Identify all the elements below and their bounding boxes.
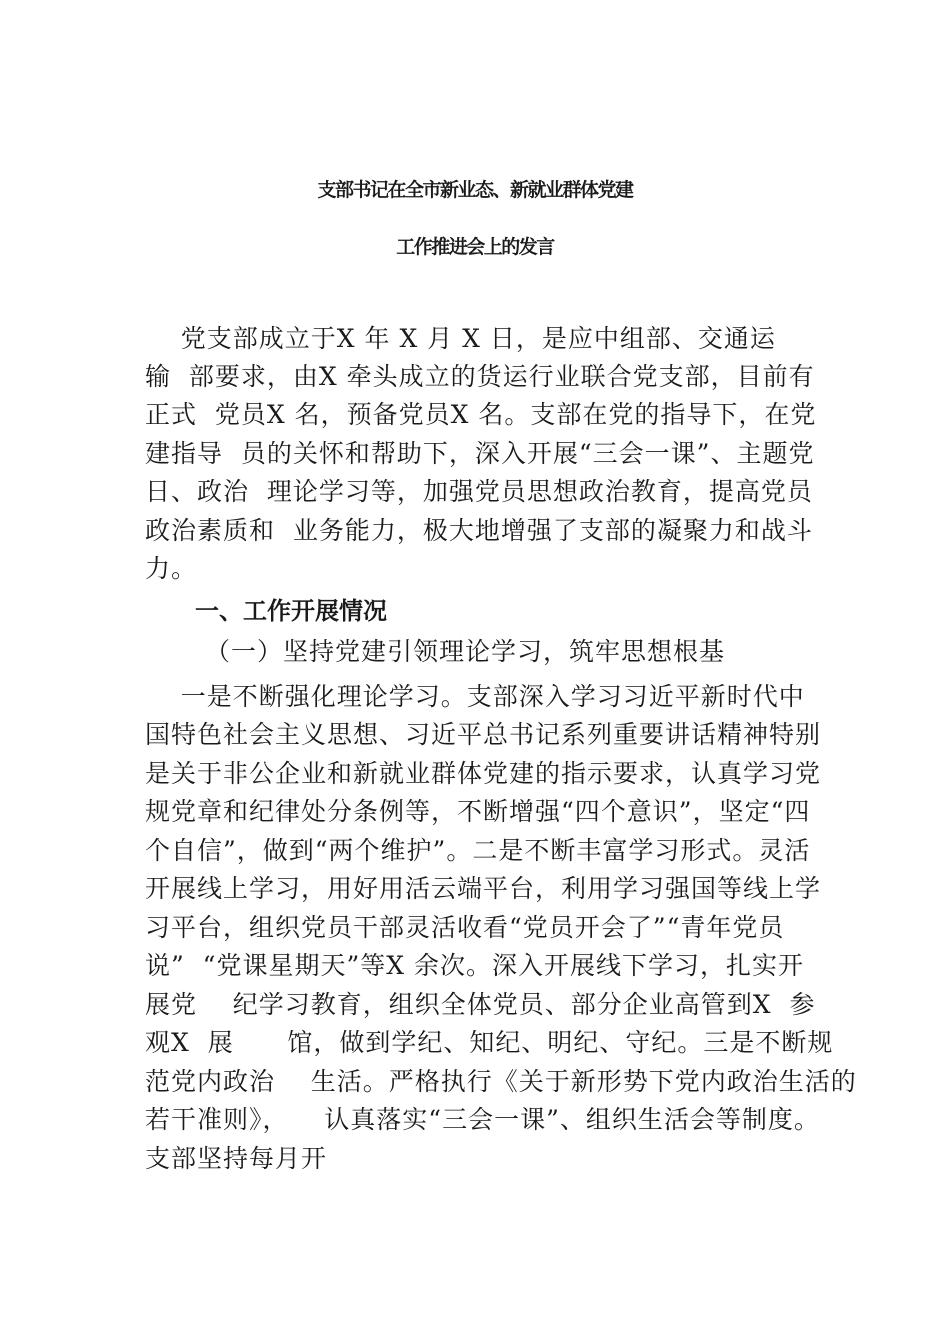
paragraph-line: 说” “党课星期天”等X 余次。深入开展线下学习，扎实开 (145, 951, 804, 980)
paragraph-line: 建指导 员的关怀和帮助下，深入开展“三会一课”、主题党 (145, 439, 815, 468)
paragraph-line: 党支部成立于X 年 X 月 X 日，是应中组部、交通运 (145, 324, 776, 353)
paragraph-line: 输 部要求，由X 牵头成立的货运行业联合党支部，目前有 (145, 362, 815, 391)
paragraph-line: 力。 (145, 554, 198, 583)
paragraph-line: 是关于非公企业和新就业群体党建的指示要求，认真学习党 (145, 759, 822, 788)
document-title-line-1: 支部书记在全市新业态、新就业群体党建 (317, 179, 633, 201)
paragraph-line: 习平台，组织党员干部灵活收看“党员开会了”“青年党员 (145, 913, 785, 942)
paragraph-line: 展党 纪学习教育，组织全体党员、部分企业高管到X 参 (145, 990, 816, 1019)
paragraph-line: 支部坚持每月开 (145, 1144, 328, 1173)
paragraph-line: 规党章和纪律处分条例等，不断增强“四个意识”，坚定“四 (145, 797, 811, 826)
paragraph-line: 正式 党员X 名，预备党员X 名。支部在党的指导下，在党 (145, 400, 817, 429)
paragraph-line: 观X 展 馆，做到学纪、知纪、明纪、守纪。三是不断规 (145, 1028, 834, 1057)
paragraph-line: 一是不断强化理论学习。支部深入学习习近平新时代中 (145, 682, 805, 711)
paragraph-line: 国特色社会主义思想、习近平总书记系列重要讲话精神特别 (145, 720, 822, 749)
paragraph-line: 开展线上学习，用好用活云端平台，利用学习强国等线上学 (145, 874, 822, 903)
paragraph-line: 个自信”，做到“两个维护”。二是不断丰富学习形式。灵活 (145, 836, 811, 865)
document-title-line-2: 工作推进会上的发言 (396, 236, 554, 258)
subsection-heading: （一）坚持党建引领理论学习，筑牢思想根基 (205, 637, 726, 666)
paragraph-line: 范党内政治 生活。严格执行《关于新形势下党内政治生活的 (145, 1067, 857, 1096)
paragraph-line: 政治素质和 业务能力，极大地增强了支部的凝聚力和战斗 (145, 516, 813, 545)
paragraph-line: 日、政治 理论学习等，加强党员思想政治教育，提高党员 (145, 477, 813, 506)
section-heading: 一、工作开展情况 (195, 597, 387, 625)
paragraph-line: 若干准则》， 认真落实“三会一课”、组织生活会等制度。 (145, 1105, 820, 1134)
